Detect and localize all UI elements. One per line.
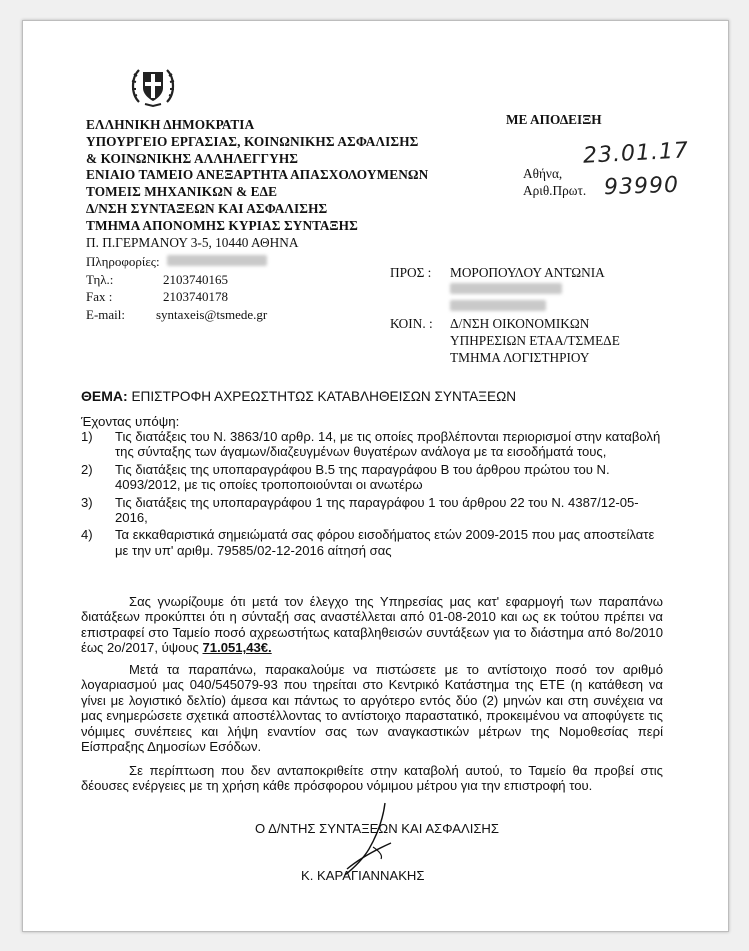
redacted-city xyxy=(450,299,546,315)
item-number: 2) xyxy=(81,461,93,477)
cc-line: ΤΜΗΜΑ ΛΟΓΙΣΤΗΡΙΟΥ xyxy=(450,350,590,365)
list-item xyxy=(81,462,671,493)
handwritten-protocol-number: 93990 xyxy=(603,172,680,201)
signature-icon xyxy=(333,799,413,879)
item-text: Τα εκκαθαριστικά σημειώματά σας φόρου εισοδήματος ετών 2009-2015 που μας αποστείλατε με την υπ' αριθμ. 79585/02-12-2016 αίτησή σας xyxy=(115,527,655,558)
document-page xyxy=(22,20,729,932)
subject-text: ΕΠΙΣΤΡΟΦΗ ΑΧΡΕΩΣΤΗΤΩΣ ΚΑΤΑΒΛΗΘΕΙΣΩΝ ΣΥΝΤΑΞΕΩΝ xyxy=(131,389,517,404)
fax-value: 2103740178 xyxy=(163,289,228,304)
header-line: ΥΠΟΥΡΓΕΙΟ ΕΡΓΑΣΙΑΣ, ΚΟΙΝΩΝΙΚΗΣ ΑΣΦΑΛΙΣΗΣ xyxy=(86,133,419,149)
paragraph-payment-instructions: Μετά τα παραπάνω, παρακαλούμε να πιστώσετε με το αντίστοιχο ποσό τον αριθμό λογαριασμού μας 040/545079-93 που τηρείται στο Κεντρικό Κατάστημα της ΕΤΕ (η κατάθεση να γίνει με λογιστικό δελτίο) άμεσα και πάντως το αργότερο εντός δύο (2) μηνών και στη συνέχεια να μας ενημερώσετε σχετικά αποστέλλοντας το αντίστοιχο παραστατικό, προκειμένου να αποφύγετε τις νόμιμες συνέπειες και λήψη εναντίον σας των αναγκαστικών μέτρων της Νομοθεσίας περί Είσπραξης Δημοσίων Εσόδων. xyxy=(81,662,663,755)
list-item xyxy=(81,527,671,558)
signatory-name: Κ. ΚΑΡΑΓΙΑΝΝΑΚΗΣ xyxy=(301,868,425,883)
item-text: Τις διατάξεις του Ν. 3863/10 αρθρ. 14, με τις οποίες προβλέπονται περιορισμοί στην καταβολή της σύνταξης των άγαμων/διαζευγμένων θυγατέρων ανάλογα με τα εισοδήματά τους, xyxy=(115,429,661,460)
item-text: Τις διατάξεις της υποπαραγράφου 1 της παραγράφου 1 του άρθρου 22 του Ν. 4387/12-05-2016, xyxy=(115,494,639,526)
item-number: 4) xyxy=(81,527,93,543)
header-line: ΕΛΛΗΝΙΚΗ ΔΗΜΟΚΡΑΤΙΑ xyxy=(86,117,255,132)
fax-label: Fax : xyxy=(86,289,113,304)
header-line: Δ/ΝΣΗ ΣΥΝΤΑΞΕΩΝ ΚΑΙ ΑΣΦΑΛΙΣΗΣ xyxy=(86,200,328,216)
item-number: 1) xyxy=(81,429,93,444)
issuer-address: Π. Π.ΓΕΡΜΑΝΟΥ 3-5, 10440 ΑΘΗΝΑ xyxy=(86,235,299,250)
delivery-method: ΜΕ ΑΠΟΔΕΙΞΗ xyxy=(506,112,602,127)
header-line: ΕΝΙΑΙΟ ΤΑΜΕΙΟ ΑΝΕΞΑΡΤΗΤΑ ΑΠΑΣΧΟΛΟΥΜΕΝΩΝ xyxy=(86,167,429,183)
signatory-title: Ο Δ/ΝΤΗΣ ΣΥΝΤΑΞΕΩΝ ΚΑΙ ΑΣΦΑΛΙΣΗΣ xyxy=(255,821,499,836)
considering-label: Έχοντας υπόψη: xyxy=(81,414,180,429)
item-number: 3) xyxy=(81,494,93,510)
redacted-info xyxy=(167,254,267,270)
email-label: E-mail: xyxy=(86,306,125,322)
paragraph-warning: Σε περίπτωση που δεν ανταποκριθείτε στην καταβολή αυτού, το Ταμείο θα προβεί στις δέουσες ενέργειες με τη χρήση κάθε πρόσφορου νόμιμου μέτρου για την επιστροφή του. xyxy=(81,763,663,794)
list-item xyxy=(81,429,671,460)
cc-line: Δ/ΝΣΗ ΟΙΚΟΝΟΜΙΚΩΝ xyxy=(450,316,590,331)
phone-value: 2103740165 xyxy=(163,271,228,287)
header-line: ΤΟΜΕΙΣ ΜΗΧΑΝΙΚΩΝ & ΕΔΕ xyxy=(86,184,278,200)
refund-notice-text: Σας γνωρίζουμε ότι μετά τον έλεγχο της Υπηρεσίας μας κατ' εφαρμογή των παραπάνω διατάξεων προκύπτει ότι η σύνταξή σας αναστέλλεται από 01-08-2010 και ως εκ τούτου πρέπει να επιστραφεί στο Ταμείο ποσό αχρεωστήτως καταβληθεισών συντάξεων για το διάστημα από 8ο/2010 έως 2ο/2017, ύψους xyxy=(81,594,663,656)
refund-amount: 71.051,43€. xyxy=(202,640,272,656)
cc-label: ΚΟΙΝ. : xyxy=(390,316,433,331)
paragraph-refund-notice xyxy=(81,594,663,656)
place-label: Αθήνα, xyxy=(523,166,563,181)
info-label: Πληροφορίες: xyxy=(86,254,160,269)
issuer-header xyxy=(86,117,428,235)
greek-emblem-icon xyxy=(129,62,177,110)
phone-label: Τηλ.: xyxy=(86,271,114,287)
cc-line: ΥΠΗΡΕΣΙΩΝ ΕΤΑΑ/ΤΣΜΕΔΕ xyxy=(450,333,620,348)
considerations-list xyxy=(81,429,671,560)
redacted-address xyxy=(450,282,562,298)
handwritten-date: 23.01.17 xyxy=(582,138,690,169)
header-line: & ΚΟΙΝΩΝΙΚΗΣ ΑΛΛΗΛΕΓΓΥΗΣ xyxy=(86,150,299,166)
recipient-name: ΜΟΡΟΠΟΥΛΟΥ ΑΝΤΩΝΙΑ xyxy=(450,265,605,280)
email-value: syntaxeis@tsmede.gr xyxy=(156,306,268,322)
item-text: Τις διατάξεις της υποπαραγράφου Β.5 της παραγράφου Β του άρθρου πρώτου του Ν. 4093/2012, με τις οποίες τροποποιούνται οι ανωτέρω xyxy=(115,461,610,493)
subject-label: ΘΕΜΑ: xyxy=(81,388,128,404)
to-label: ΠΡΟΣ : xyxy=(390,265,432,280)
header-line: ΤΜΗΜΑ ΑΠΟΝΟΜΗΣ ΚΥΡΙΑΣ ΣΥΝΤΑΞΗΣ xyxy=(86,217,358,233)
protocol-label: Αριθ.Πρωτ. xyxy=(523,183,587,198)
list-item xyxy=(81,495,671,526)
subject-line xyxy=(81,388,516,404)
